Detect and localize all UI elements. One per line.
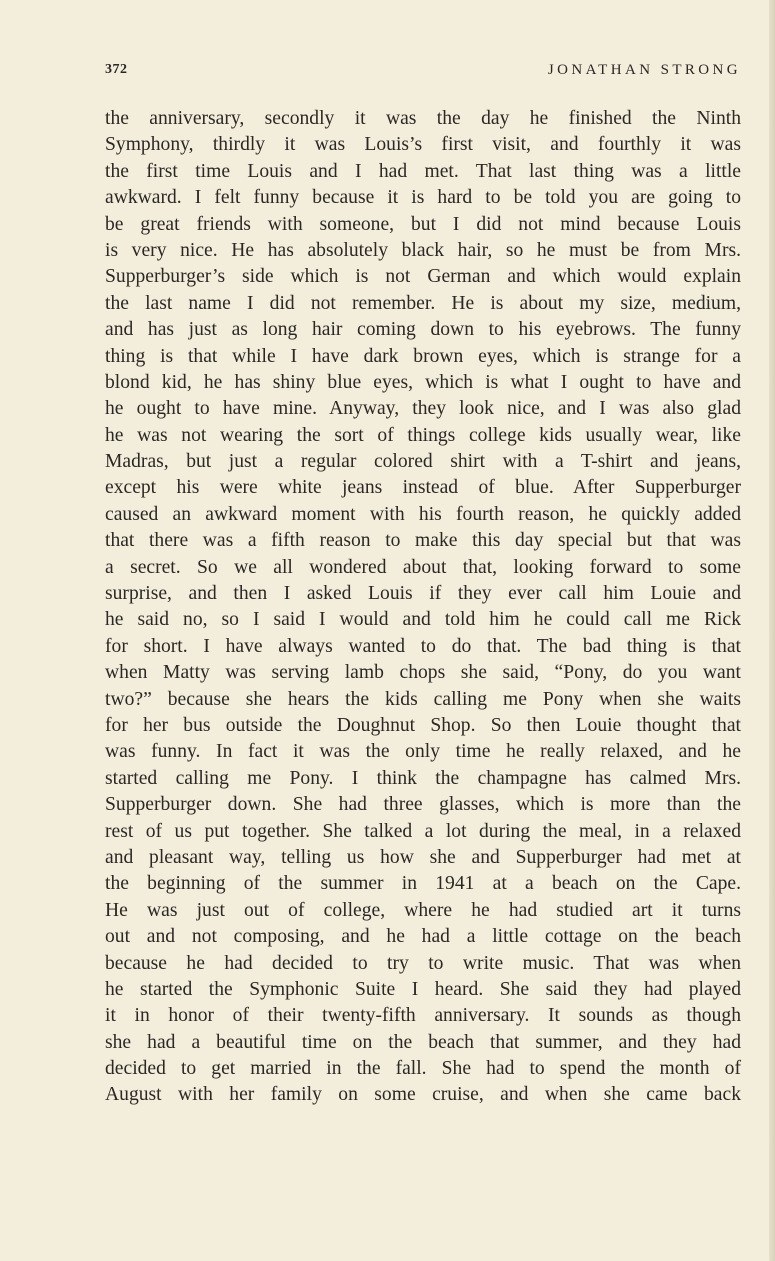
text-line: that there was a fifth reason to make this day special but that was <box>105 530 741 552</box>
running-head-author: JONATHAN STRONG <box>547 62 741 78</box>
text-line: it in honor of their twenty-fifth anniversary. It sounds as though <box>105 1005 741 1027</box>
text-line: for short. I have always wanted to do that. The bad thing is that <box>105 635 741 657</box>
text-line: she had a beautiful time on the beach that summer, and they had <box>105 1031 741 1053</box>
text-line: when Matty was serving lamb chops she said, “Pony, do you want <box>105 662 741 684</box>
text-line: Supperburger down. She had three glasses, which is more than the <box>105 794 741 816</box>
text-line: decided to get married in the fall. She had to spend the month of <box>105 1058 741 1080</box>
text-line: for her bus outside the Doughnut Shop. So then Louie thought that <box>105 714 741 736</box>
body-text <box>105 106 741 1109</box>
text-line: he ought to have mine. Anyway, they look nice, and I was also glad <box>105 398 741 420</box>
text-line: be great friends with someone, but I did not mind because Louis <box>105 213 741 235</box>
text-line: August with her family on some cruise, and when she came back <box>105 1084 741 1106</box>
text-line: started calling me Pony. I think the champagne has calmed Mrs. <box>105 767 741 789</box>
text-line: he started the Symphonic Suite I heard. She said they had played <box>105 978 741 1000</box>
text-line: two?” because she hears the kids calling me Pony when she waits <box>105 688 741 710</box>
text-line: Madras, but just a regular colored shirt with a T-shirt and jeans, <box>105 451 741 473</box>
text-line: rest of us put together. She talked a lot during the meal, in a relaxed <box>105 820 741 842</box>
text-line: is very nice. He has absolutely black hair, so he must be from Mrs. <box>105 239 741 261</box>
text-line: because he had decided to try to write music. That was when <box>105 952 741 974</box>
text-line: he said no, so I said I would and told him he could call me Rick <box>105 609 741 631</box>
text-line: a secret. So we all wondered about that, looking forward to some <box>105 556 741 578</box>
text-line: was funny. In fact it was the only time he really relaxed, and he <box>105 741 741 763</box>
text-line: the anniversary, secondly it was the day he finished the Ninth <box>105 108 741 129</box>
text-line: He was just out of college, where he had studied art it turns <box>105 899 741 921</box>
text-line: Symphony, thirdly it was Louis’s first visit, and fourthly it was <box>105 134 741 156</box>
text-line: except his were white jeans instead of blue. After Supperburger <box>105 477 741 499</box>
text-line: caused an awkward moment with his fourth reason, he quickly added <box>105 503 741 525</box>
text-line: surprise, and then I asked Louis if they ever call him Louie and <box>105 583 741 605</box>
text-line: awkward. I felt funny because it is hard to be told you are going to <box>105 187 741 209</box>
text-line: and has just as long hair coming down to his eyebrows. The funny <box>105 319 741 341</box>
text-line: out and not composing, and he had a little cottage on the beach <box>105 926 741 948</box>
page-number: 372 <box>105 62 128 77</box>
text-line: and pleasant way, telling us how she and Supperburger had met at <box>105 846 741 868</box>
text-line: thing is that while I have dark brown eyes, which is strange for a <box>105 345 741 367</box>
text-line: he was not wearing the sort of things college kids usually wear, like <box>105 424 741 446</box>
page-header <box>105 62 741 84</box>
text-line: blond kid, he has shiny blue eyes, which is what I ought to have and <box>105 371 741 393</box>
text-line: the last name I did not remember. He is about my size, medium, <box>105 292 741 314</box>
text-line: the beginning of the summer in 1941 at a beach on the Cape. <box>105 873 741 895</box>
text-line: Supperburger’s side which is not German and which would explain <box>105 266 741 288</box>
page-edge <box>769 0 775 1261</box>
text-line: the first time Louis and I had met. That last thing was a little <box>105 160 741 182</box>
